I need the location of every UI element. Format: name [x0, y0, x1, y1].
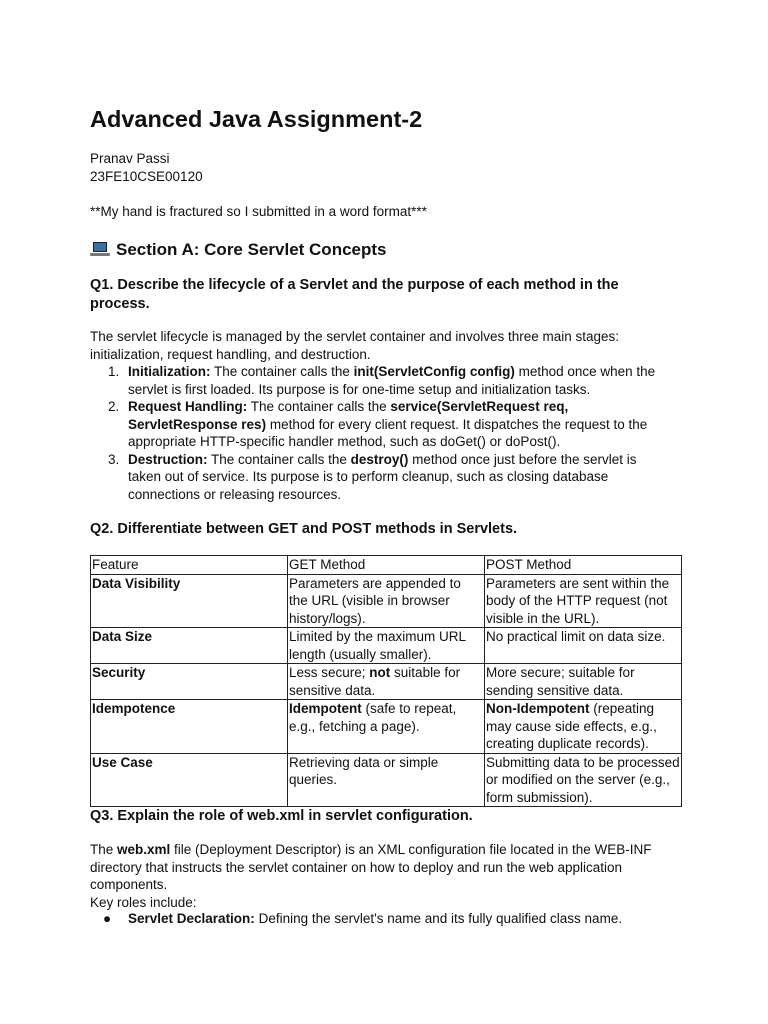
- bullet-text: Defining the servlet's name and its fully qualified class name.: [254, 911, 623, 926]
- page-title: Advanced Java Assignment-2: [90, 106, 423, 132]
- table-row: [91, 753, 682, 807]
- table-cell-post: Submitting data to be processed or modified on the server (e.g., form submission).: [486, 754, 680, 805]
- list-item: [90, 451, 688, 504]
- table-row: [91, 664, 682, 700]
- author-name: Pranav Passi: [90, 151, 170, 166]
- q3-paragraph-line3: components.: [90, 877, 168, 892]
- section-a-heading: [90, 240, 387, 260]
- table-cell-post: No practical limit on data size.: [485, 628, 682, 664]
- bullet-icon: ●: [103, 911, 112, 926]
- list-item-term: Initialization:: [128, 364, 211, 379]
- table-header-cell: Feature: [91, 556, 288, 575]
- roll-number: 23FE10CSE00120: [90, 169, 203, 184]
- cell-bold-text: Non-Idempotent: [486, 701, 590, 716]
- list-item-number: 1.: [108, 364, 120, 379]
- cell-bold-text: not: [369, 665, 391, 680]
- q1-intro-line1: The servlet lifecycle is managed by the servlet container and involves three main stages:: [90, 329, 620, 344]
- q3-paragraph: [90, 841, 652, 911]
- laptop-icon: [90, 242, 110, 256]
- table-cell-post: Parameters are sent within the body of the HTTP request (not visible in the URL).: [485, 574, 682, 628]
- table-cell-feature: Data Size: [91, 628, 288, 664]
- q1-intro-line2: initialization, request handling, and destruction.: [90, 346, 371, 362]
- lifecycle-list: [90, 363, 688, 503]
- table-cell-get: Limited by the maximum URL length (usually smaller).: [288, 628, 485, 664]
- table-cell-get: Parameters are appended to the URL (visible in browser history/logs).: [288, 574, 485, 628]
- cell-bold-text: Idempotent: [289, 701, 362, 716]
- section-a-title: Section A: Core Servlet Concepts: [116, 240, 387, 259]
- list-item-number: 3.: [108, 451, 120, 467]
- cell-text: Less secure;: [289, 665, 370, 680]
- table-header-cell: GET Method: [288, 556, 485, 575]
- table-row: [91, 628, 682, 664]
- q1-question-line2: process.: [90, 296, 150, 312]
- table-cell-feature: Data Visibility: [91, 574, 288, 628]
- list-item-method: destroy(): [350, 451, 409, 467]
- table-cell-feature: Idempotence: [91, 700, 288, 754]
- list-item: [90, 363, 688, 398]
- list-item-text: The container calls the: [247, 399, 391, 414]
- table-cell-get: Retrieving data or simple queries.: [288, 753, 485, 807]
- bullet-term: Servlet Declaration:: [128, 911, 255, 926]
- list-item-term: Request Handling:: [128, 399, 248, 414]
- list-item-text: method for every client request. It dispatches the request to the appropriate HTTP-specific handler method, such as doGet() or doPost().: [128, 416, 648, 449]
- list-item-text: method once just before the servlet is taken out of service. Its purpose is to perform cleanup, such as closing database connections or releasing resources.: [128, 451, 637, 502]
- table-cell-get: [288, 700, 485, 754]
- q3-question: Q3. Explain the role of web.xml in servlet configuration.: [90, 808, 473, 824]
- table-header-row: [91, 556, 682, 575]
- list-item-text: The container calls the: [207, 451, 351, 467]
- list-item-method: init(ServletConfig config): [353, 364, 515, 379]
- cell-text: suitable for sensitive data.: [289, 665, 461, 698]
- q1-intro: [90, 328, 619, 363]
- table-header-cell: POST Method: [485, 556, 682, 575]
- get-post-comparison-table: [90, 555, 682, 807]
- table-cell-post: More secure; suitable for sending sensitive data.: [485, 664, 682, 700]
- q3-paragraph-line2: directory that instructs the servlet container on how to deploy and run the web application: [90, 859, 623, 875]
- q1-question-line1: Q1. Describe the lifecycle of a Servlet and the purpose of each method in the: [90, 277, 619, 293]
- list-item: [90, 398, 688, 451]
- table-cell-get: [288, 664, 485, 700]
- q1-question: [90, 276, 619, 314]
- list-item-text: The container calls the: [210, 364, 354, 379]
- q2-question: Q2. Differentiate between GET and POST methods in Servlets.: [90, 521, 518, 537]
- q3-paragraph-line1: [90, 841, 652, 859]
- text: The: [90, 842, 118, 857]
- table-row: [91, 700, 682, 754]
- key-roles-label: Key roles include:: [90, 894, 197, 910]
- cell-text: (repeating may cause side effects, e.g., creating duplicate records).: [486, 701, 657, 751]
- cell-text: (safe to repeat, e.g., fetching a page).: [289, 701, 457, 734]
- list-item: [103, 911, 622, 926]
- table-cell-post: [485, 700, 682, 754]
- list-item-method: service(ServletRequest req, ServletResponse res): [128, 399, 569, 432]
- list-item-term: Destruction:: [128, 451, 208, 467]
- table-cell-feature: Use Case: [91, 753, 288, 807]
- text: file (Deployment Descriptor) is an XML configuration file located in the WEB-INF: [170, 842, 652, 857]
- list-item-number: 2.: [108, 399, 120, 414]
- submission-note: **My hand is fractured so I submitted in a word format***: [90, 204, 427, 219]
- table-row: [91, 574, 682, 628]
- list-item-text: method once when the servlet is first loaded. Its purpose is for one-time setup and initialization tasks.: [128, 364, 656, 397]
- web-xml-term: web.xml: [117, 842, 171, 857]
- table-cell-feature: Security: [91, 664, 288, 700]
